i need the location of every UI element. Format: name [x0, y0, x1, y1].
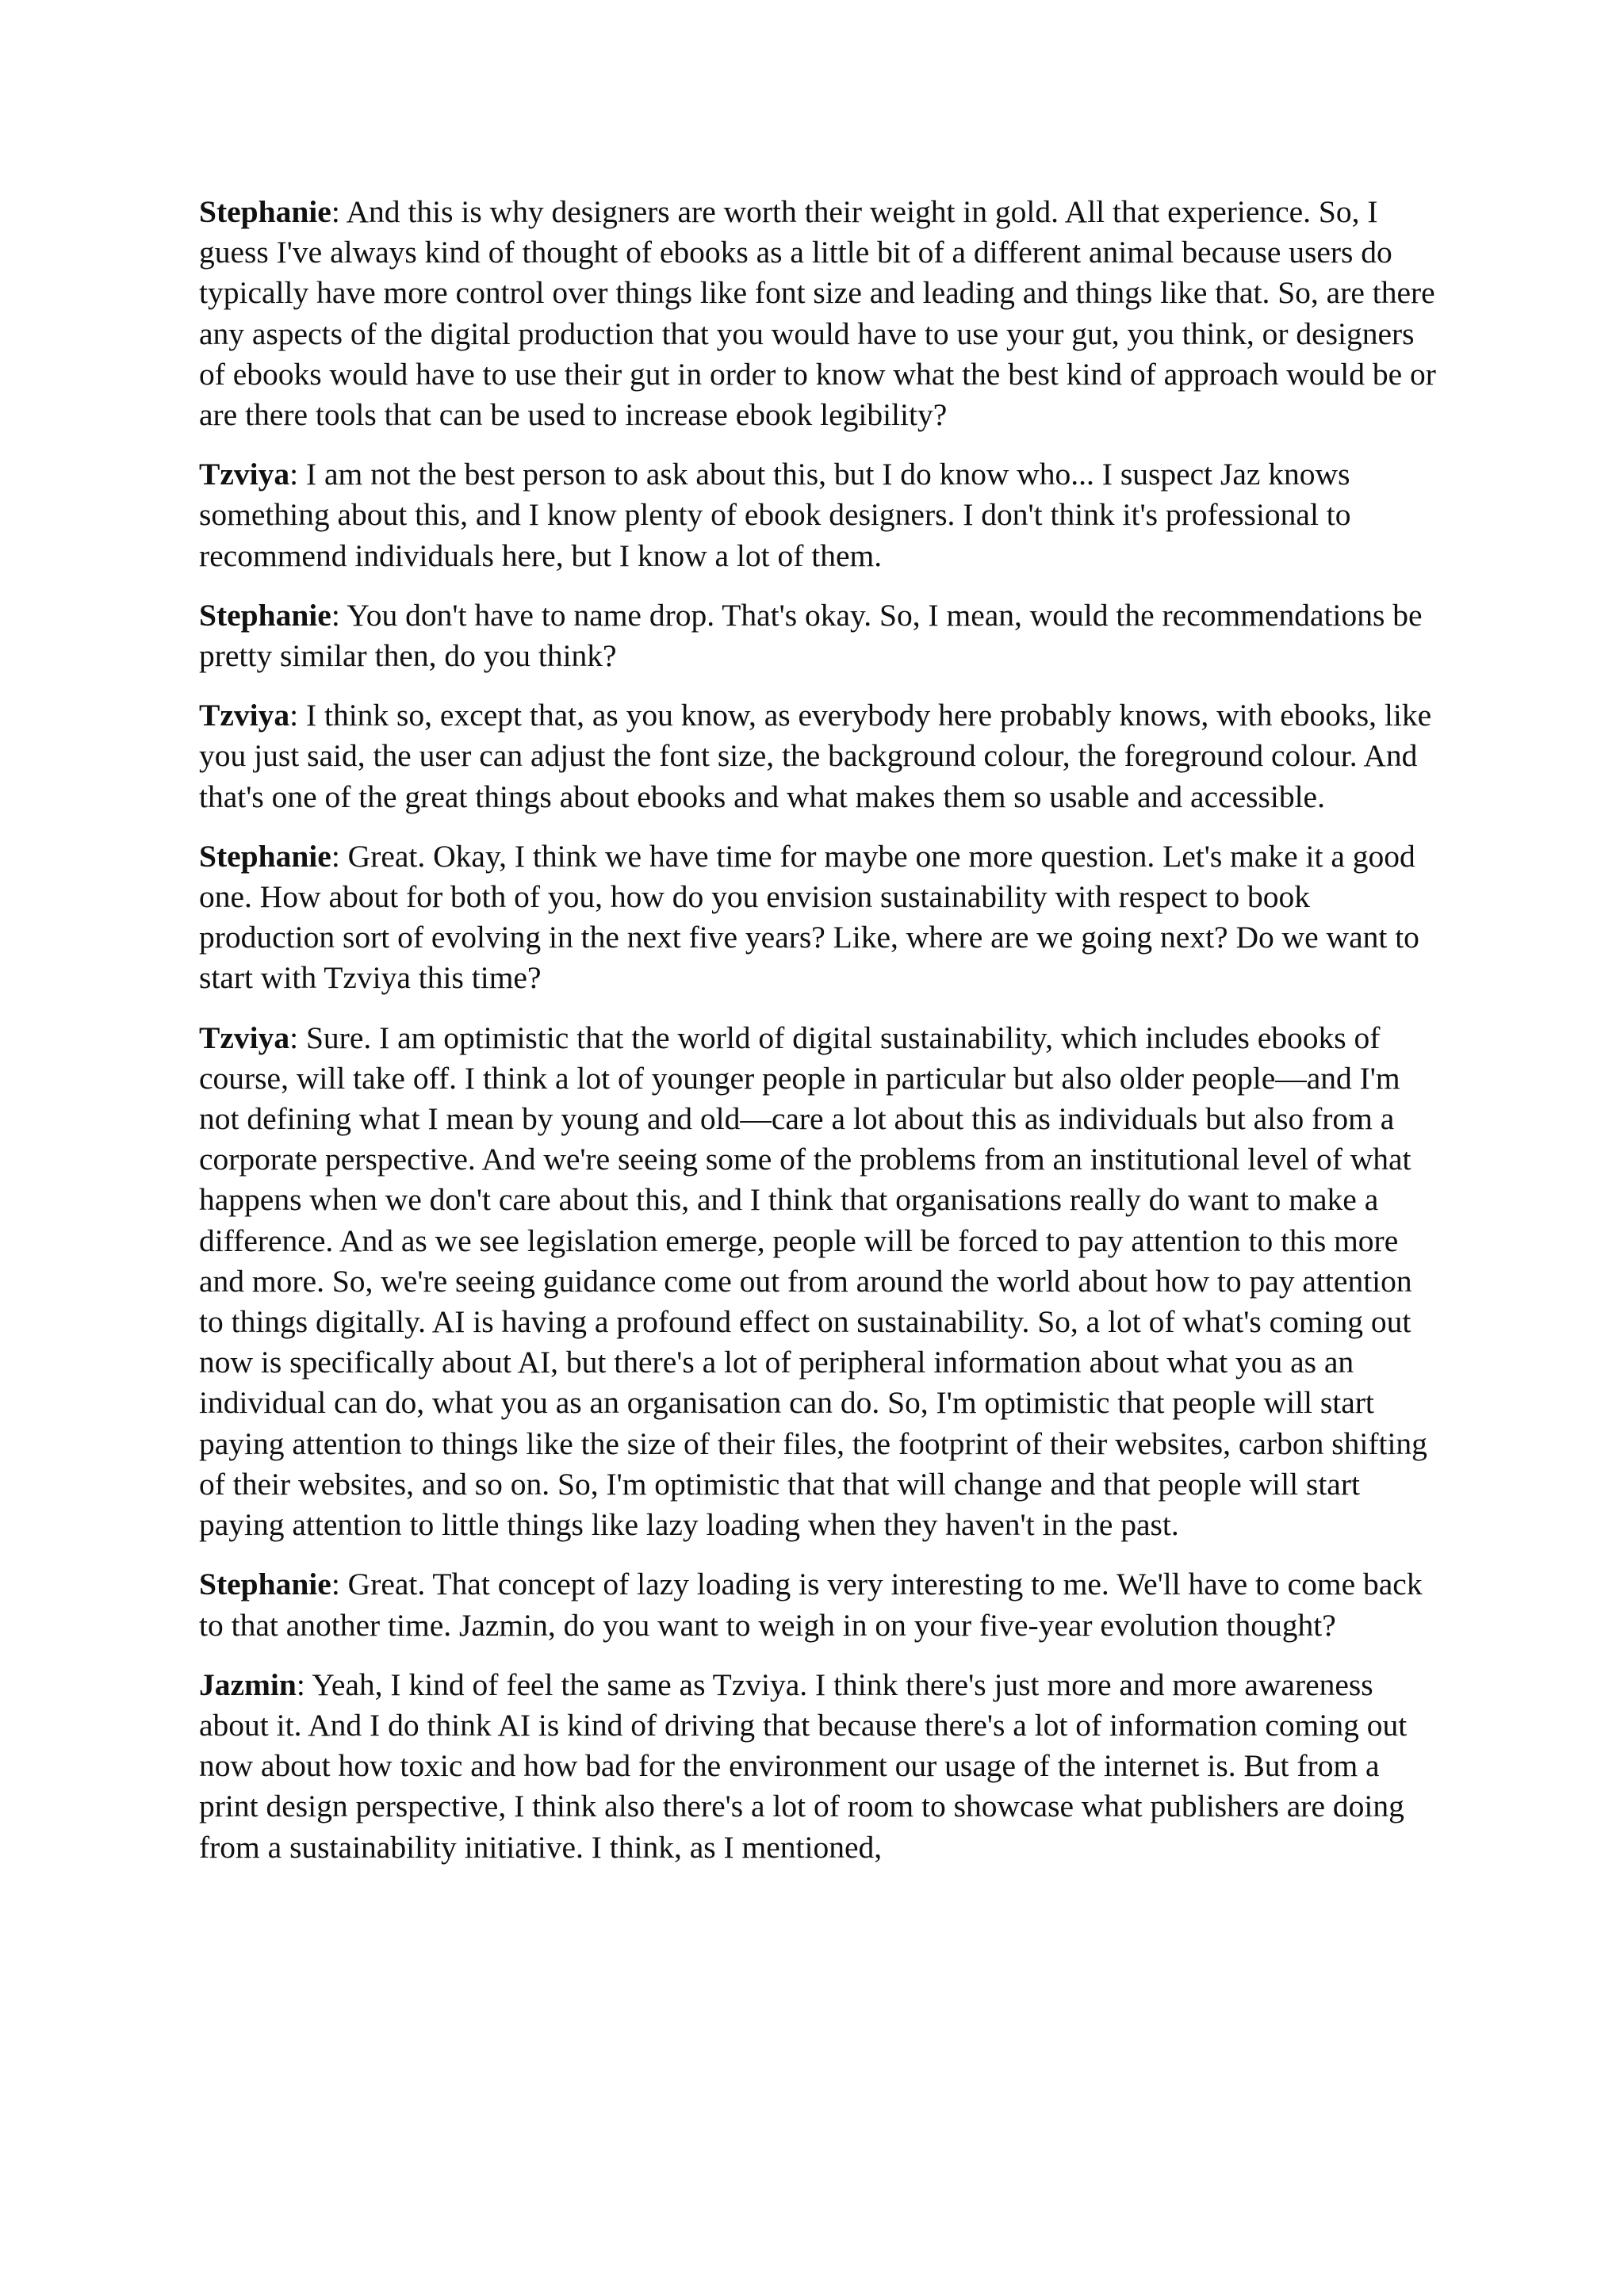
speech-text: : I am not the best person to ask about this, but I do know who... I suspect Jaz knows something about this, and I know plenty of ebook designers. I don't think it's professional to recommend individuals here, but I know a lot of them.	[199, 457, 1351, 573]
transcript-paragraph	[199, 1018, 1436, 1546]
transcript-paragraph	[199, 836, 1436, 999]
speech-text: : Sure. I am optimistic that the world of digital sustainability, which includes ebooks of course, will take off. I think a lot of younger people in particular but also older people—and I'm not defining what I mean by young and old—care a lot about this as individuals but also from a corporate perspective. And we're seeing some of the problems from an institutional level of what happens when we don't care about this, and I think that organisations really do want to make a difference. And as we see legislation emerge, people will be forced to pay attention to this more and more. So, we're seeing guidance come out from around the world about how to pay attention to things digitally. AI is having a profound effect on sustainability. So, a lot of what's coming out now is specifically about AI, but there's a lot of peripheral information about what you as an individual can do, what you as an organisation can do. So, I'm optimistic that people will start paying attention to things like the size of their files, the footprint of their websites, carbon shifting of their websites, and so on. So, I'm optimistic that that will change and that people will start paying attention to little things like lazy loading when they haven't in the past.	[199, 1020, 1427, 1543]
speaker-name: Stephanie	[199, 597, 331, 633]
speaker-name: Stephanie	[199, 838, 331, 874]
speech-text: : Great. Okay, I think we have time for maybe one more question. Let's make it a good one. How about for both of you, how do you envision sustainability with respect to book production sort of evolving in the next five years? Like, where are we going next? Do we want to start with Tzviya this time?	[199, 838, 1419, 996]
speech-text: : Great. That concept of lazy loading is very interesting to me. We'll have to come back to that another time. Jazmin, do you want to weigh in on your five-year evolution thought?	[199, 1567, 1423, 1643]
speaker-name: Jazmin	[199, 1667, 297, 1702]
transcript-paragraph	[199, 595, 1436, 676]
transcript-paragraph	[199, 695, 1436, 817]
speech-text: : You don't have to name drop. That's okay. So, I mean, would the recommendations be pretty similar then, do you think?	[199, 597, 1423, 674]
speech-text: : I think so, except that, as you know, as everybody here probably knows, with ebooks, like you just said, the user can adjust the font size, the background colour, the foreground colour. And that's one of the great things about ebooks and what makes them so usable and accessible.	[199, 698, 1432, 814]
transcript-paragraph	[199, 454, 1436, 576]
speaker-name: Tzviya	[199, 457, 290, 492]
speaker-name: Tzviya	[199, 698, 290, 733]
speaker-name: Stephanie	[199, 194, 331, 229]
speaker-name: Stephanie	[199, 1567, 331, 1602]
speaker-name: Tzviya	[199, 1020, 290, 1055]
transcript-page	[199, 192, 1436, 1887]
speech-text: : Yeah, I kind of feel the same as Tzviya. I think there's just more and more awareness about it. And I do think AI is kind of driving that because there's a lot of information coming out now about how toxic and how bad for the environment our usage of the internet is. But from a print design perspective, I think also there's a lot of room to showcase what publishers are doing from a sustainability initiative. I think, as I mentioned,	[199, 1667, 1408, 1865]
speech-text: : And this is why designers are worth their weight in gold. All that experience. So, I guess I've always kind of thought of ebooks as a little bit of a different animal because users do typically have more control over things like font size and leading and things like that. So, are there any aspects of the digital production that you would have to use your gut, you think, or designers of ebooks would have to use their gut in order to know what the best kind of approach would be or are there tools that can be used to increase ebook legibility?	[199, 194, 1436, 433]
transcript-paragraph	[199, 1564, 1436, 1645]
transcript-paragraph	[199, 1665, 1436, 1868]
transcript-paragraph	[199, 192, 1436, 435]
